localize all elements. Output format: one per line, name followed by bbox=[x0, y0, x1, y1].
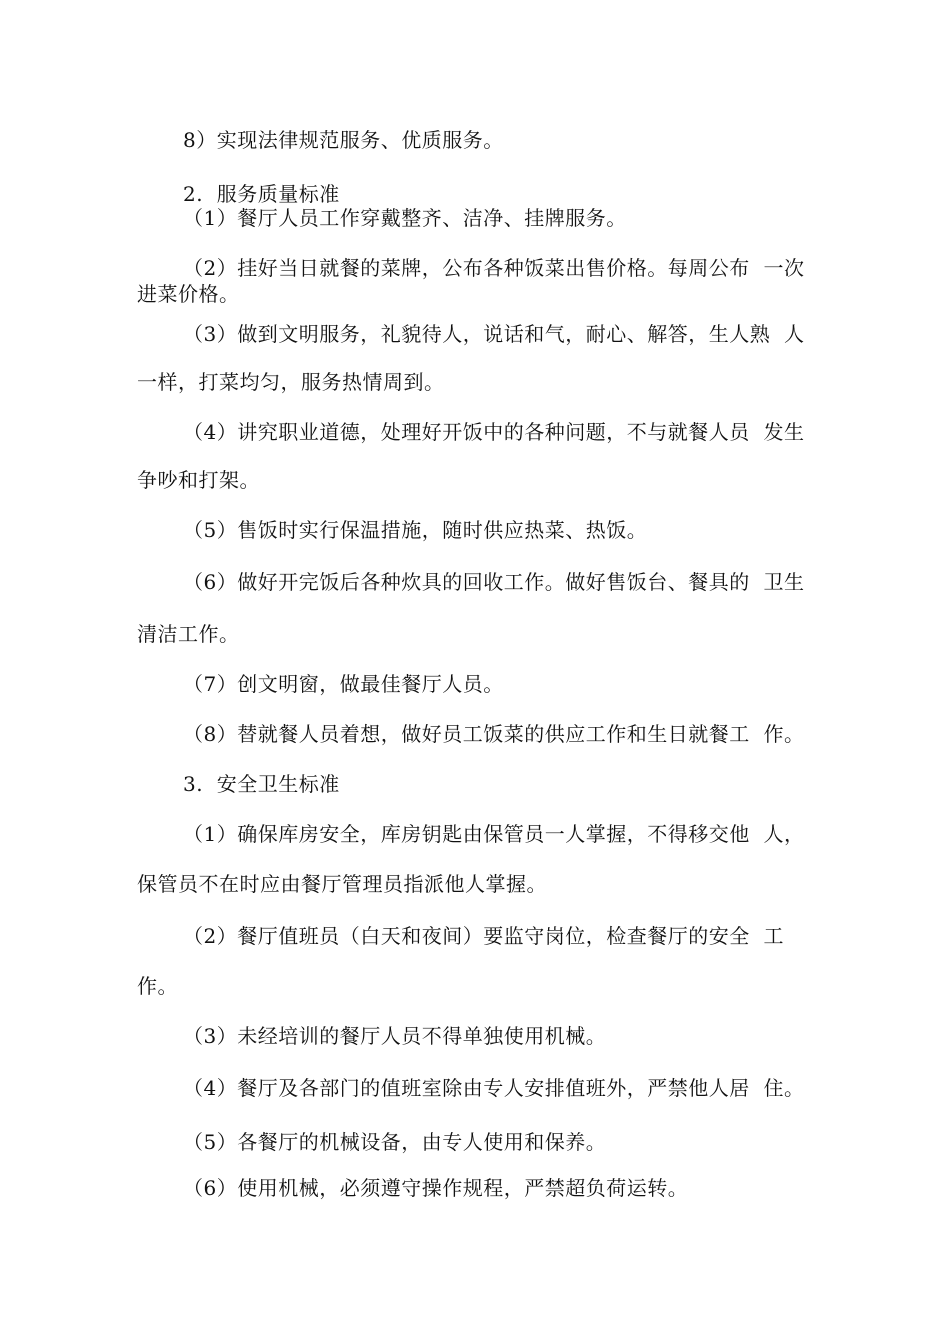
paragraph-line: （2）挂好当日就餐的菜牌，公布各种饭菜出售价格。每周公布 一次 bbox=[183, 256, 805, 280]
paragraph-line: 一样，打菜均匀，服务热情周到。 bbox=[137, 370, 445, 394]
paragraph-line: （5）售饭时实行保温措施，随时供应热菜、热饭。 bbox=[183, 518, 648, 542]
paragraph-line: （1）餐厅人员工作穿戴整齐、洁净、挂牌服务。 bbox=[183, 206, 627, 230]
list-item-8: 8）实现法律规范服务、优质服务。 bbox=[183, 128, 504, 152]
paragraph-line: （5）各餐厅的机械设备，由专人使用和保养。 bbox=[183, 1130, 607, 1154]
paragraph-line: （6）做好开完饭后各种炊具的回收工作。做好售饭台、餐具的 卫生 bbox=[183, 570, 805, 594]
paragraph-line: （1）确保库房安全，库房钥匙由保管员一人掌握，不得移交他 人， bbox=[183, 822, 805, 846]
paragraph-line: （6）使用机械，必须遵守操作规程，严禁超负荷运转。 bbox=[183, 1176, 689, 1200]
paragraph-line: （2）餐厅值班员（白天和夜间）要监守岗位，检查餐厅的安全 工 bbox=[183, 924, 784, 948]
paragraph-line: 争吵和打架。 bbox=[137, 468, 260, 492]
paragraph-line: 进菜价格。 bbox=[137, 282, 240, 306]
section-heading-service-quality: 2. 服务质量标准 bbox=[183, 182, 340, 206]
paragraph-line: 保管员不在时应由餐厅管理员指派他人掌握。 bbox=[137, 872, 547, 896]
section-heading-safety-hygiene: 3. 安全卫生标准 bbox=[183, 772, 340, 796]
paragraph-line: （4）讲究职业道德，处理好开饭中的各种问题，不与就餐人员 发生 bbox=[183, 420, 805, 444]
paragraph-line: （3）未经培训的餐厅人员不得单独使用机械。 bbox=[183, 1024, 607, 1048]
paragraph-line: （8）替就餐人员着想，做好员工饭菜的供应工作和生日就餐工 作。 bbox=[183, 722, 805, 746]
paragraph-line: （3）做到文明服务，礼貌待人，说话和气，耐心、解答，生人熟 人 bbox=[183, 322, 805, 346]
paragraph-line: 清洁工作。 bbox=[137, 622, 240, 646]
paragraph-line: 作。 bbox=[137, 974, 178, 998]
paragraph-line: （4）餐厅及各部门的值班室除由专人安排值班外，严禁他人居 住。 bbox=[183, 1076, 805, 1100]
paragraph-line: （7）创文明窗，做最佳餐厅人员。 bbox=[183, 672, 504, 696]
